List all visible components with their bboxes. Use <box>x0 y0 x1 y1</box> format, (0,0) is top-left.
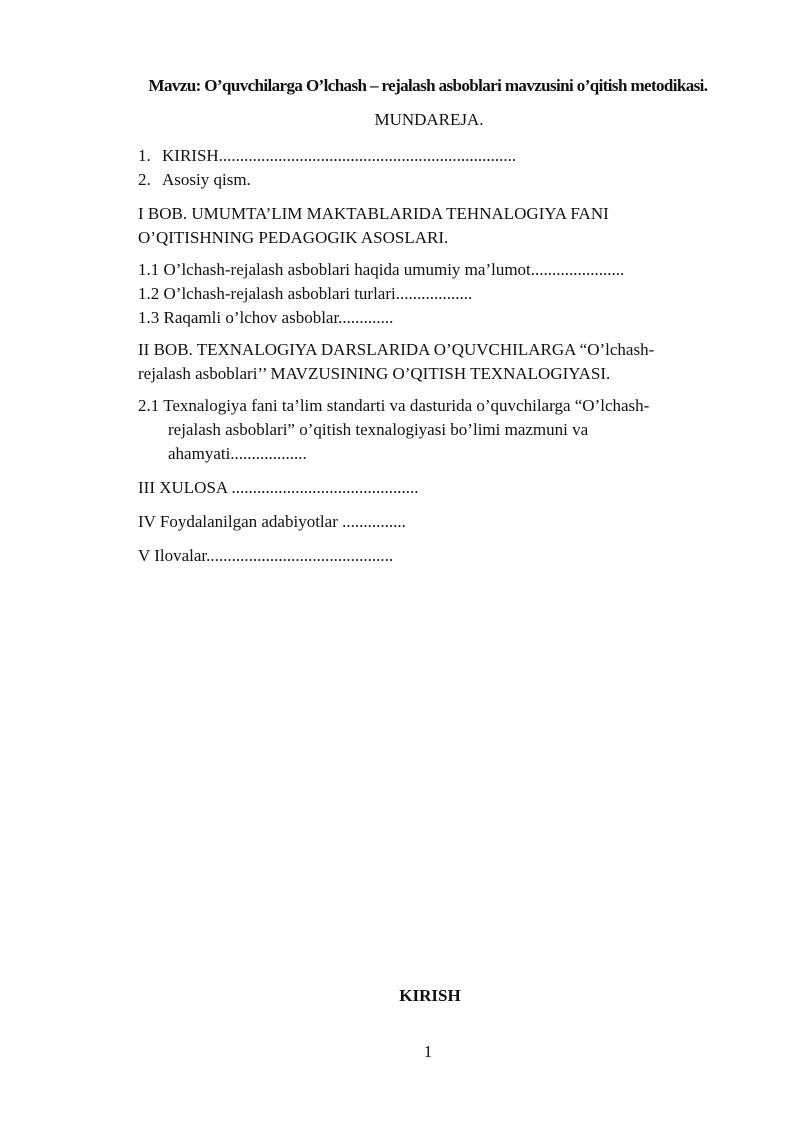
toc-item-introduction <box>138 144 738 168</box>
page-number: 1 <box>423 1042 433 1061</box>
toc-appendices: V Ilovalar............................................ <box>138 546 394 565</box>
toc-references: IV Foydalanilgan adabiyotlar ............... <box>138 512 406 531</box>
toc-section-1-3: 1.3 Raqamli o’lchov asboblar............. <box>138 308 394 327</box>
toc-conclusion: III XULOSA ............................................ <box>138 478 419 497</box>
chapter-2-heading-line-1: II BOB. TEXNALOGIYA DARSLARIDA O’QUVCHILARGA “O’lchash- <box>138 340 655 359</box>
toc-section-2-1-line-2: rejalash asboblari” o’qitish texnalogiyasi bo’limi mazmuni va <box>168 420 589 439</box>
table-of-contents <box>138 144 738 568</box>
chapter-1-heading-line-1: I BOB. UMUMTA’LIM MAKTABLARIDA TEHNALOGIYA FANI <box>138 204 609 223</box>
toc-item-text: KIRISH...................................................................... <box>162 146 517 165</box>
toc-section-2-1-line-1: 2.1 Texnalogiya fani ta’lim standarti va dasturida o’quvchilarga “O’lchash- <box>138 396 650 415</box>
chapter-1-heading-line-2: O’QITISHNING PEDAGOGIK ASOSLARI. <box>138 228 449 247</box>
toc-section-2-1-line-3: ahamyati.................. <box>168 444 307 463</box>
chapter-2-heading-line-2: rejalash asboblari’’ MAVZUSINING O’QITISH TEXNALOGIYASI. <box>138 364 611 383</box>
section-heading: KIRISH <box>399 986 461 1005</box>
document-title: Mavzu: O’quvchilarga O’lchash – rejalash asboblari mavzusini o’qitish metodikasi. <box>148 76 708 95</box>
toc-item-number: 1. <box>138 146 151 165</box>
contents-heading: MUNDAREJA. <box>374 110 484 129</box>
toc-item-number: 2. <box>138 170 151 189</box>
toc-section-1-2: 1.2 O’lchash-rejalash asboblari turlari.................. <box>138 284 473 303</box>
toc-item-main-part <box>138 168 738 192</box>
toc-section-1-1: 1.1 O’lchash-rejalash asboblari haqida umumiy ma’lumot...................... <box>138 260 625 279</box>
toc-item-text: Asosiy qism. <box>162 170 251 189</box>
